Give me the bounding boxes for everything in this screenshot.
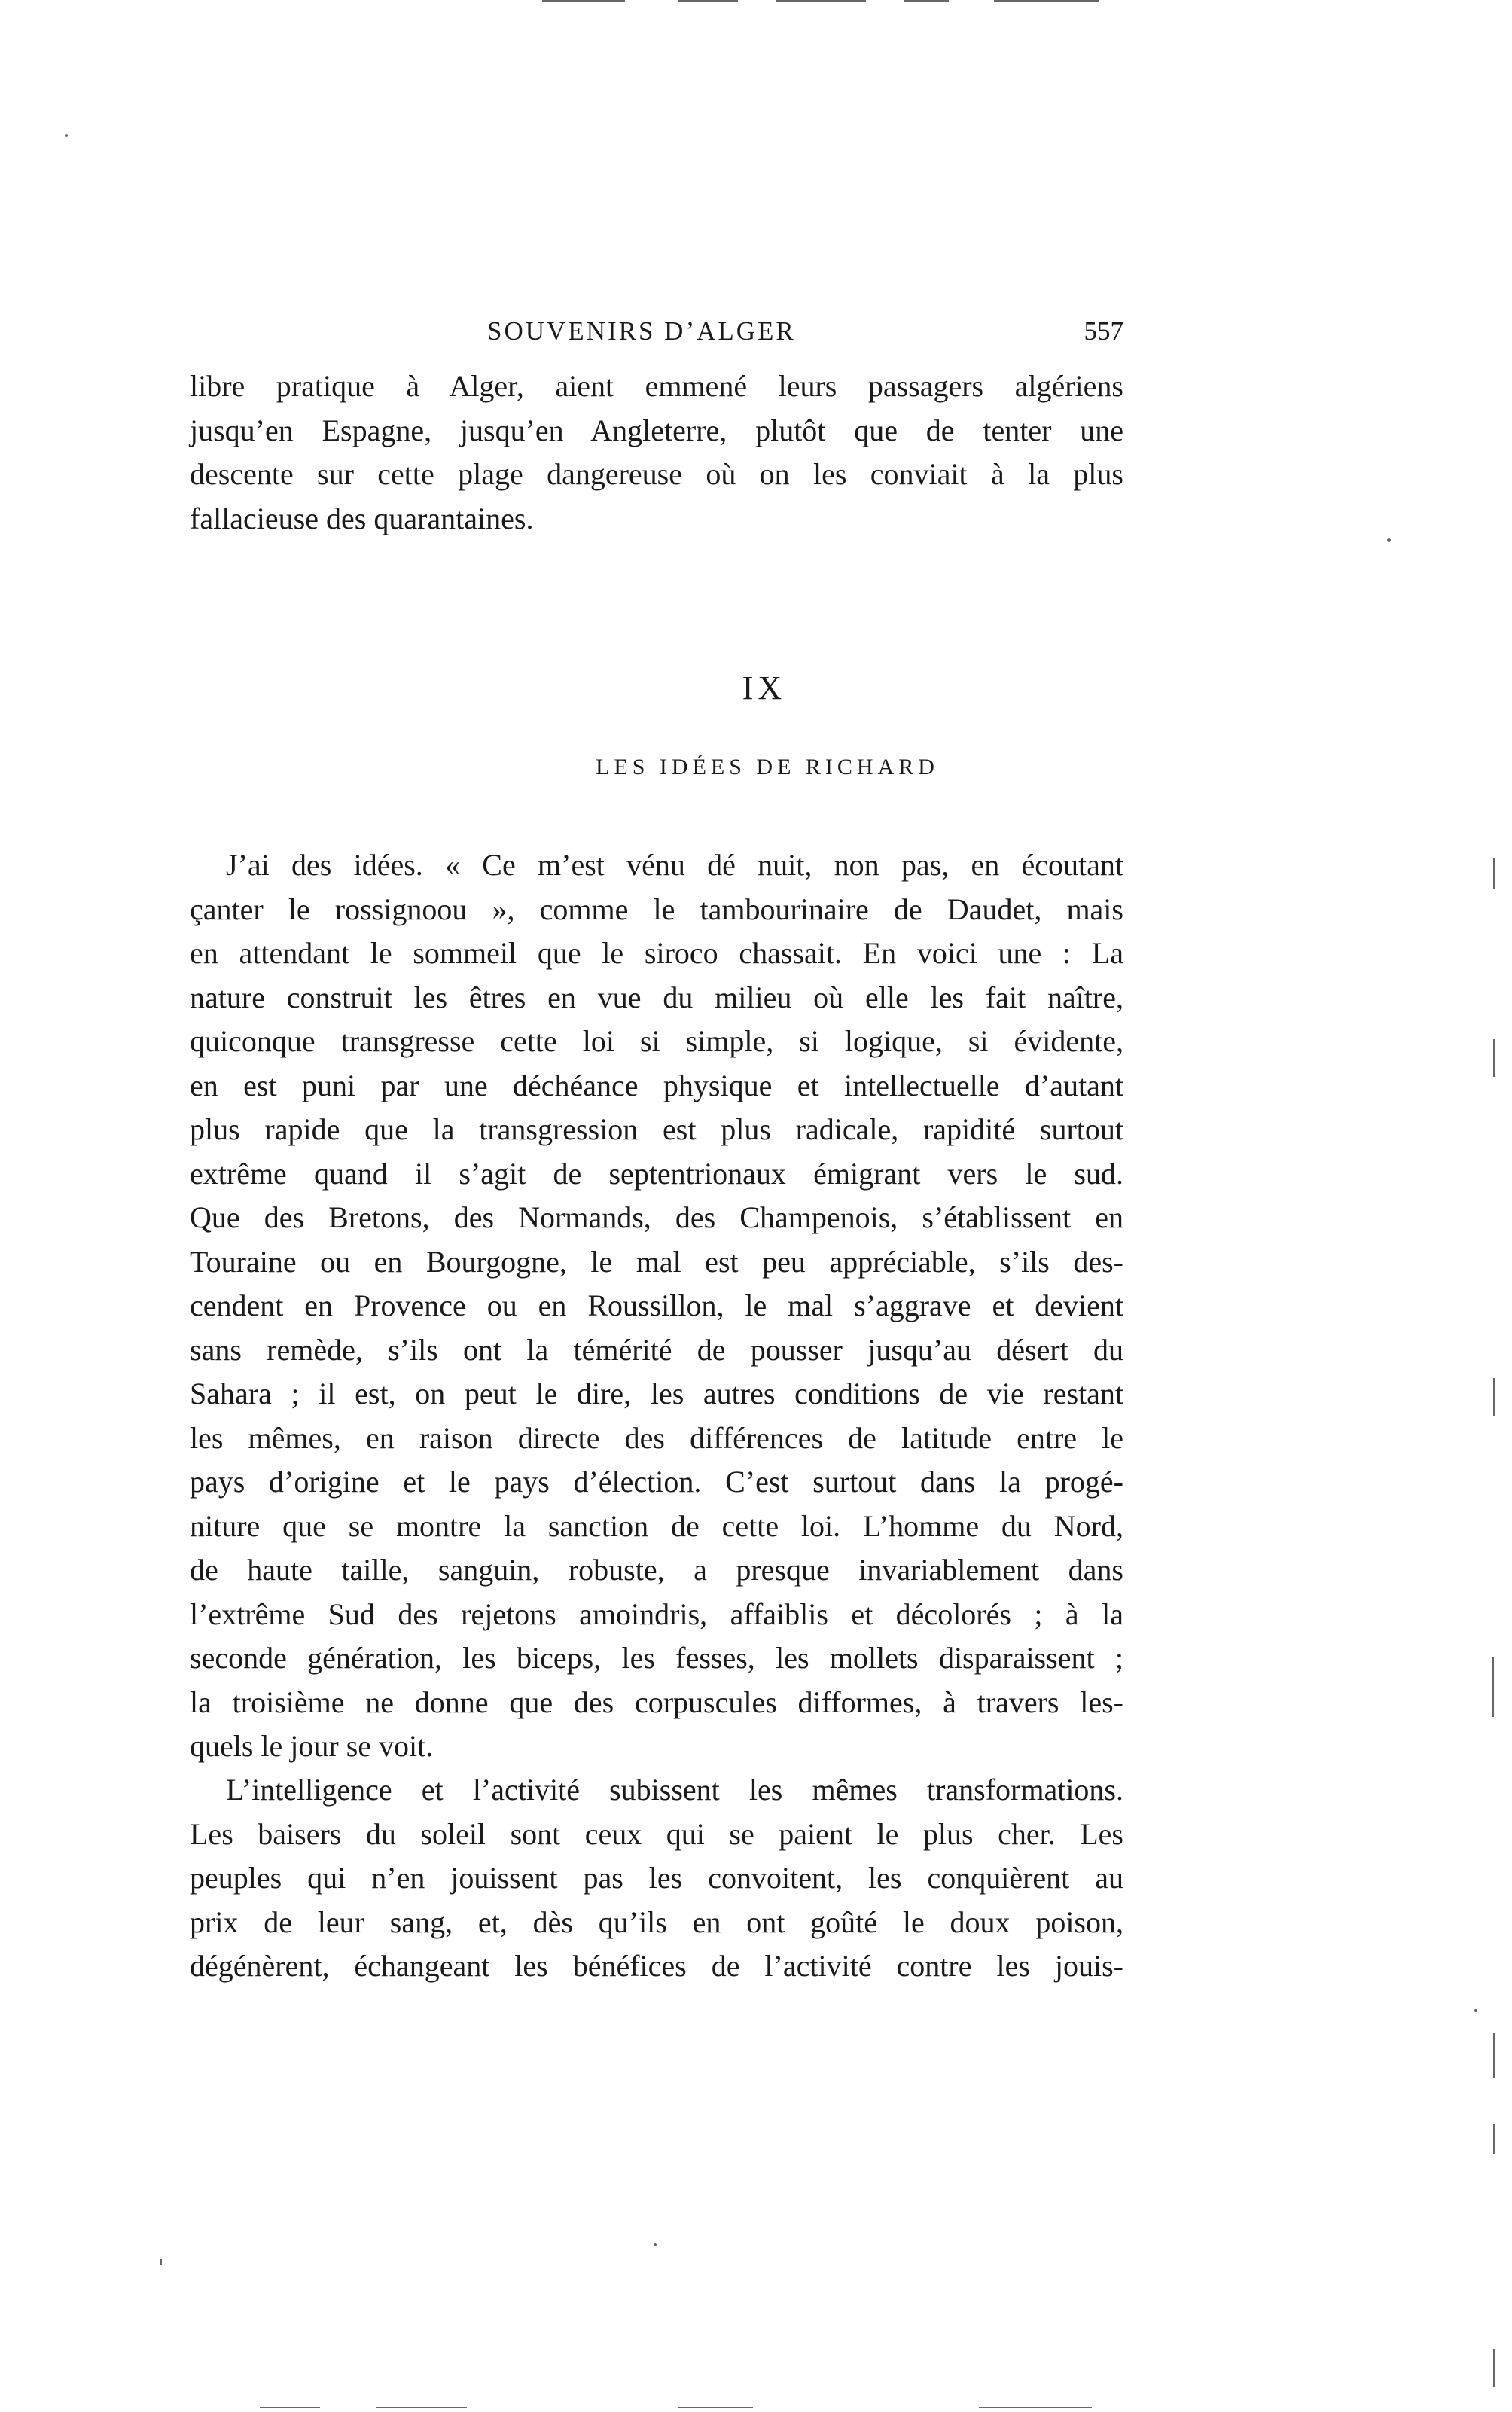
chapter-title: LES IDÉES DE RICHARD (596, 755, 939, 779)
page-number: 557 (1084, 316, 1123, 346)
text-line: nature construit les êtres en vue du milieu où elle les fait naître, (190, 980, 1123, 1014)
scan-artifact (1493, 1039, 1495, 1077)
scan-artifact (1493, 2124, 1495, 2154)
running-title: SOUVENIRS D’ALGER (487, 316, 796, 346)
scan-artifact (678, 0, 738, 2)
text-line: dégénèrent, échangeant les bénéfices de l’activité contre les jouis- (190, 1949, 1123, 1983)
text-line: Sahara ; il est, on peut le dire, les autres conditions de vie restant (190, 1377, 1123, 1410)
text-line: cendent en Provence ou en Roussillon, le mal s’aggrave et devient (190, 1288, 1123, 1322)
text-line: la troisième ne donne que des corpuscules difformes, à travers les- (190, 1685, 1123, 1719)
scan-artifact (160, 2259, 162, 2265)
text-line: en est puni par une déchéance physique et intellectuelle d’autant (190, 1068, 1123, 1102)
running-head (190, 316, 1123, 354)
text-line: libre pratique à Alger, aient emmené leurs passagers algériens (190, 369, 1123, 403)
text-line: J’ai des idées. « Ce m’est vénu dé nuit, non pas, en écoutant (226, 848, 1123, 882)
scan-artifact (904, 0, 949, 2)
paragraph-2 (190, 1768, 1123, 1989)
text-line: L’intelligence et l’activité subissent les mêmes transformations. (226, 1773, 1123, 1807)
scan-artifact (1492, 1657, 1494, 1717)
text-line: Les baisers du soleil sont ceux qui se paient le plus cher. Les (190, 1816, 1123, 1851)
text-line: quels le jour se voit. (190, 1729, 434, 1763)
text-line: extrême quand il s’agit de septentrionaux émigrant vers le sud. (190, 1156, 1123, 1191)
text-line: jusqu’en Espagne, jusqu’en Angleterre, plutôt que de tenter une (190, 413, 1123, 447)
text-line: fallacieuse des quarantaines. (190, 501, 534, 535)
text-line: seconde génération, les biceps, les fesses, les mollets disparaissent ; (190, 1641, 1123, 1675)
scan-artifact (1493, 1378, 1495, 1416)
text-line: l’extrême Sud des rejetons amoindris, affaiblis et décolorés ; à la (190, 1596, 1123, 1631)
text-line: prix de leur sang, et, dès qu’ils en ont goûté le doux poison, (190, 1904, 1123, 1939)
scan-artifact (1493, 2349, 1495, 2387)
scan-artifact (1493, 2033, 1495, 2078)
scan-artifact (776, 0, 866, 2)
text-line: sans remède, s’ils ont la témérité de pousser jusqu’au désert du (190, 1332, 1123, 1367)
scan-artifact (1474, 2009, 1477, 2012)
text-line: plus rapide que la transgression est plus radicale, rapidité surtout (190, 1112, 1123, 1146)
text-line: peuples qui n’en jouissent pas les convoitent, les conquièrent au (190, 1861, 1123, 1895)
text-line: pays d’origine et le pays d’élection. C’est surtout dans la progé- (190, 1465, 1123, 1499)
scan-artifact (65, 134, 68, 137)
chapter-number: IX (742, 669, 787, 706)
scan-artifact (542, 0, 625, 2)
scan-artifact (260, 2407, 320, 2408)
scan-artifact (979, 2407, 1092, 2408)
text-line: quiconque transgresse cette loi si simple, si logique, si évidente, (190, 1024, 1123, 1058)
scan-artifact (376, 2407, 467, 2408)
text-line: descente sur cette plage dangereuse où on les conviait à la plus (190, 457, 1123, 491)
scan-artifact (678, 2407, 753, 2408)
scan-artifact (994, 0, 1099, 2)
text-line: les mêmes, en raison directe des différences de latitude entre le (190, 1420, 1123, 1455)
paragraph-1 (190, 843, 1123, 1769)
text-line: Touraine ou en Bourgogne, le mal est peu appréciable, s’ils des- (190, 1244, 1123, 1279)
scan-artifact (1387, 538, 1391, 542)
text-line: çanter le rossignoou », comme le tambourinaire de Daudet, mais (190, 892, 1123, 926)
scan-artifact (1493, 858, 1495, 889)
text-line: en attendant le sommeil que le siroco chassait. En voici une : La (190, 936, 1123, 970)
text-line: Que des Bretons, des Normands, des Champenois, s’établissent en (190, 1200, 1123, 1234)
text-line: niture que se montre la sanction de cette loi. L’homme du Nord, (190, 1508, 1123, 1543)
intro-paragraph (190, 364, 1123, 541)
scan-artifact (654, 2243, 657, 2246)
text-line: de haute taille, sanguin, robuste, a presque invariablement dans (190, 1553, 1123, 1587)
